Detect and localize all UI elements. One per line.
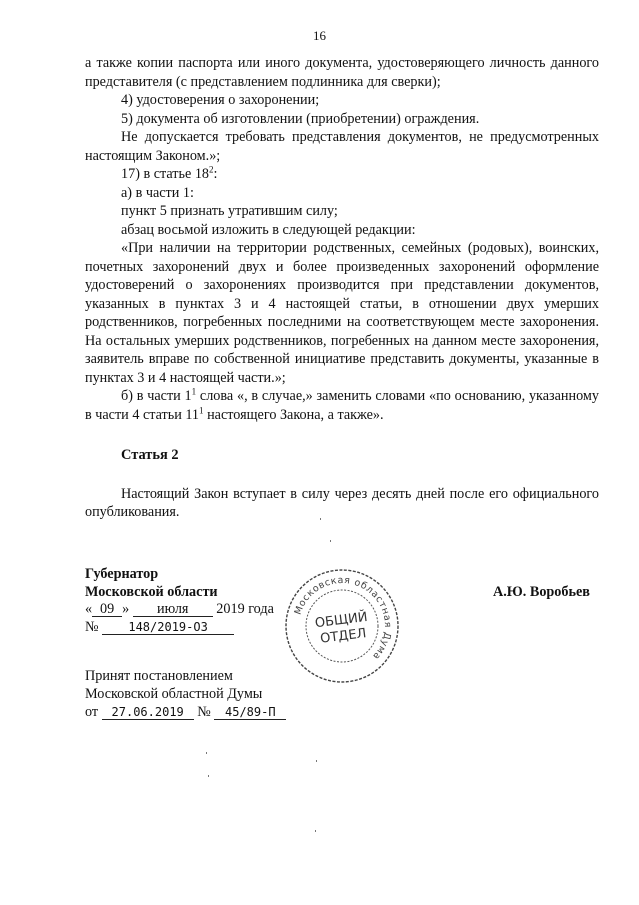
item-b-start: б) в части 1 (121, 388, 192, 404)
scan-speck (320, 518, 321, 520)
date-year: 2019 года (216, 601, 274, 617)
adoption-number-label: № (197, 704, 211, 720)
scan-speck (316, 760, 317, 762)
item-b-middle: слова «, в случае,» заменить словами «по основанию, указанному в части 4 статьи 11 (85, 388, 599, 423)
date-open-quote: « (85, 601, 93, 617)
item17-suffix: : (213, 166, 218, 182)
item-b-sup-1: 1 (191, 386, 197, 397)
item-b-end: настоящего Закона, а также». (203, 406, 384, 423)
article-2-text: Настоящий Закон вступает в силу через десять дней после его официального опубликования. (85, 485, 599, 520)
article-2-heading: Статья 2 (121, 447, 179, 463)
scan-speck (208, 775, 209, 777)
document-body (85, 54, 599, 522)
adoption-line-2: Московской областной Думы (85, 686, 263, 702)
adoption-line-1: Принят постановлением (85, 668, 233, 684)
law-number-label: № (85, 619, 99, 635)
paragraph-item-17 (85, 165, 599, 184)
adoption-number: 45/89-П (214, 705, 286, 720)
scan-speck (315, 830, 316, 832)
official-stamp (283, 567, 401, 685)
page-number: 16 (313, 28, 326, 43)
law-number: 148/2019-ОЗ (102, 620, 234, 635)
stamp-ring-text: Московская областная Дума (292, 574, 394, 663)
paragraph-not-allowed: Не допускается требовать представления документов, не предусмотренных настоящим Законом.»; (85, 129, 599, 164)
adoption-date-line (85, 703, 286, 721)
scan-speck (206, 752, 207, 754)
paragraph-part-1: а) в части 1: (121, 184, 194, 201)
paragraph-item-4: 4) удостоверения о захоронении; (121, 92, 320, 108)
paragraph-quote: «При наличии на территории родственных, семейных (родовых), воинских, почетных захоронений двух и более произведенных захоронений оформление удостоверений о захоронениях производится при представлении документов, указанных в пунктах 3 и 4 настоящей статьи, в отношении двух умерших родственников, погребенных последними на соответствующем месте захоронения. На остальных умерших родственников, погребенных на данном месте захоронения, заявитель вправе по собственной инициативе представить документы, указанные в пунктах 3 и 4 настоящей части.»; (85, 240, 599, 386)
stamp-center-line-2: ОТДЕЛ (319, 626, 368, 647)
adoption-from-label: от (85, 704, 99, 720)
paragraph-item-5: 5) документа об изготовлении (приобретении) ограждения. (121, 110, 480, 127)
law-number-line (85, 618, 234, 636)
item-b-sup-2: 1 (199, 404, 204, 415)
paragraph-item-b (85, 387, 599, 424)
scan-speck (330, 540, 331, 542)
paragraph-point-5: пункт 5 признать утратившим силу; (121, 203, 338, 219)
paragraph-abzac: абзац восьмой изложить в следующей редакции: (121, 221, 416, 238)
date-close-quote: » (122, 601, 130, 617)
governor-region: Московской области (85, 584, 218, 600)
date-day: 09 (92, 602, 122, 617)
item17-prefix: 17) в статье 18 (121, 166, 210, 182)
item17-superscript: 2 (209, 164, 214, 175)
governor-name: А.Ю. Воробьев (493, 584, 590, 600)
governor-title: Губернатор (85, 566, 159, 582)
adoption-date: 27.06.2019 (102, 705, 194, 720)
stamp-center-line-1: ОБЩИЙ (314, 609, 369, 632)
paragraph-passport: а также копии паспорта или иного документа, удостоверяющего личность данного представителя (с представлением подлинника для сверки); (85, 55, 599, 90)
date-month: июля (133, 602, 213, 617)
signature-date (85, 600, 274, 618)
